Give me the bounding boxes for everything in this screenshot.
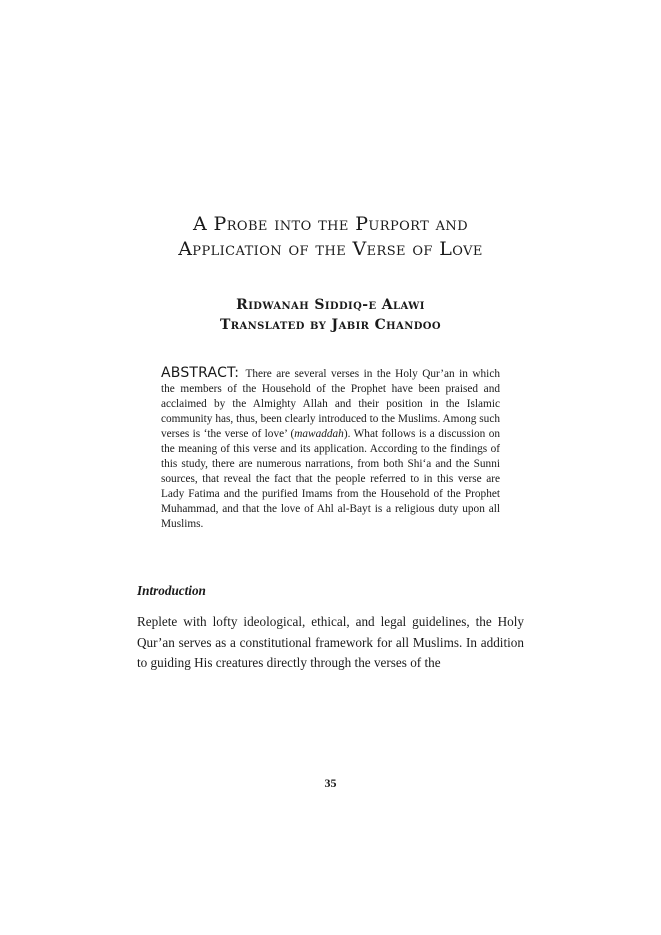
- author-block: [100, 295, 561, 335]
- abstract: [161, 366, 500, 532]
- abstract-term: mawaddah: [294, 428, 344, 440]
- abstract-text-part-2: ). What follows is a discussion on the meaning of this verse and its application. According to the findings of this study, there are numerous narrations, from both Shi‘a and the Sunni sources, that reveal the fact that the people referred to in this verse are Lady Fatima and the purified Imams from the Household of the Prophet Muhammad, and that the love of Ahl al-Bayt is a religious duty upon all Muslims.: [161, 428, 501, 530]
- page-number: 35: [324, 776, 337, 790]
- article-title: [100, 212, 561, 262]
- abstract-text-part-1: There are several verses in the Holy Qur’an in which the members of the Household of the Prophet have been praised and acclaimed by the Almighty Allah and their position in the Islamic community has, thus, been clearly introduced to the Muslims. Among such verses is ‘the verse of love’ (: [161, 368, 500, 440]
- title-line-2: Application of the Verse of Love: [178, 238, 483, 260]
- title-line-1: A Probe into the Purport and: [192, 213, 469, 235]
- translator-name: Translated by Jabir Chandoo: [219, 317, 442, 333]
- section-heading-introduction: Introduction: [137, 583, 206, 598]
- introduction-paragraph: Replete with lofty ideological, ethical, and legal guidelines, the Holy Qur’an serves as a constitutional framework for all Muslims. In addition to guiding His creatures directly through the verses of the: [137, 614, 524, 670]
- abstract-label: ABSTRACT:: [161, 365, 240, 381]
- author-name: Ridwanah Siddiq-e Alawi: [236, 297, 425, 313]
